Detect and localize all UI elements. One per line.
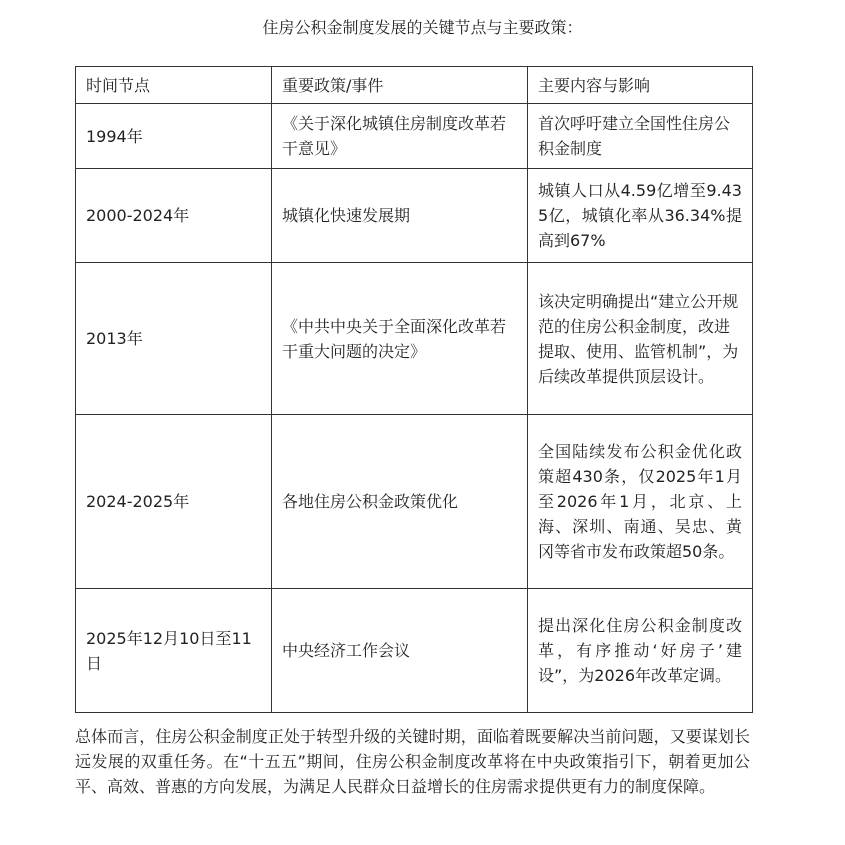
table-row	[76, 104, 753, 169]
cell-policy: 各地住房公积金政策优化	[272, 415, 528, 589]
table-row	[76, 589, 753, 713]
cell-policy: 《中共中央关于全面深化改革若干重大问题的决定》	[272, 263, 528, 415]
table-header-row	[76, 67, 753, 104]
cell-content: 城镇人口从4.59亿增至9.435亿，城镇化率从36.34%提高到67%	[528, 169, 753, 263]
cell-content: 该决定明确提出“建立公开规范的住房公积金制度，改进提取、使用、监管机制”，为后续改革提供顶层设计。	[528, 263, 753, 415]
policy-table	[75, 66, 753, 713]
header-content: 主要内容与影响	[528, 67, 753, 104]
cell-policy: 中央经济工作会议	[272, 589, 528, 713]
cell-policy: 《关于深化城镇住房制度改革若干意见》	[272, 104, 528, 169]
table-row	[76, 415, 753, 589]
table-row	[76, 169, 753, 263]
cell-content: 提出深化住房公积金制度改革，有序推动‘好房子’建设”，为2026年改革定调。	[528, 589, 753, 713]
cell-time: 2025年12月10日至11日	[76, 589, 272, 713]
cell-policy: 城镇化快速发展期	[272, 169, 528, 263]
header-policy: 重要政策/事件	[272, 67, 528, 104]
cell-time: 2013年	[76, 263, 272, 415]
table-caption: 住房公积金制度发展的关键节点与主要政策：	[262, 18, 583, 37]
cell-time: 1994年	[76, 104, 272, 169]
cell-content: 首次呼吁建立全国性住房公积金制度	[528, 104, 753, 169]
cell-time: 2000-2024年	[76, 169, 272, 263]
cell-time: 2024-2025年	[76, 415, 272, 589]
table-row	[76, 263, 753, 415]
summary-paragraph: 总体而言，住房公积金制度正处于转型升级的关键时期，面临着既要解决当前问题，又要谋划长远发展的双重任务。在“十五五”期间，住房公积金制度改革将在中央政策指引下，朝着更加公平、高效、普惠的方向发展，为满足人民群众日益增长的住房需求提供更有力的制度保障。	[75, 727, 750, 796]
header-time: 时间节点	[76, 67, 272, 104]
cell-content: 全国陆续发布公积金优化政策超430条，仅2025年1月至2026年1月，北京、上海、深圳、南通、吴忠、黄冈等省市发布政策超50条。	[528, 415, 753, 589]
